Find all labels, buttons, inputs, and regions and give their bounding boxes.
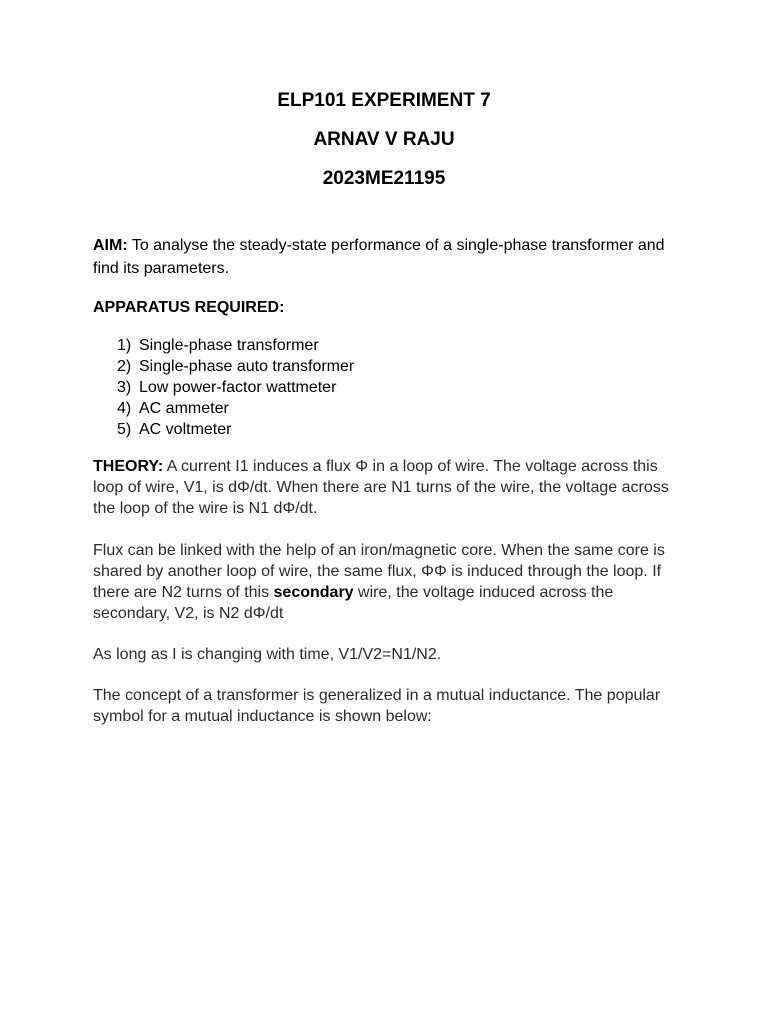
list-item-text: Single-phase transformer xyxy=(139,337,319,354)
voltage-ratio-paragraph: As long as I is changing with time, V1/V2=N1/N2. xyxy=(93,646,442,663)
mutual-inductance-paragraph: The concept of a transformer is generalized in a mutual inductance. The popular symbol for a mutual inductance is shown below: xyxy=(93,687,661,725)
list-item xyxy=(117,398,354,419)
apparatus-heading: APPARATUS REQUIRED: xyxy=(93,299,285,316)
student-name: ARNAV V RAJU xyxy=(313,129,455,150)
list-item-text: Single-phase auto transformer xyxy=(139,358,355,375)
course-title: ELP101 EXPERIMENT 7 xyxy=(277,90,491,111)
flux-text-end: wire, the voltage induced across the secondary, V2, is N2 dΦ/dt xyxy=(93,584,614,622)
list-item xyxy=(117,419,354,440)
flux-text-start: Flux can be linked with the help of an iron/magnetic core. When the same core is shared by another loop of wire, the same flux, ΦΦ is induced through the loop. If there are N2 turns of this xyxy=(93,542,665,601)
aim-text: To analyse the steady-state performance of a single-phase transformer and find its parameters. xyxy=(93,237,665,277)
list-item xyxy=(117,356,354,377)
list-item-number: 2) xyxy=(117,358,132,375)
list-item-number: 4) xyxy=(117,400,132,417)
list-item-number: 3) xyxy=(117,379,132,396)
aim-paragraph xyxy=(93,234,683,280)
secondary-term: secondary xyxy=(273,584,354,601)
list-item xyxy=(117,335,354,356)
list-item-number: 5) xyxy=(117,421,132,438)
apparatus-list xyxy=(117,335,354,440)
list-item-text: Low power-factor wattmeter xyxy=(139,379,337,396)
theory-paragraph xyxy=(93,456,683,519)
aim-label: AIM: xyxy=(93,237,128,254)
theory-label: THEORY: xyxy=(93,458,164,475)
list-item-text: AC ammeter xyxy=(139,400,229,417)
list-item-number: 1) xyxy=(117,337,132,354)
entry-number: 2023ME21195 xyxy=(322,168,446,189)
list-item xyxy=(117,377,354,398)
flux-linkage-paragraph xyxy=(93,540,683,624)
theory-text: A current I1 induces a flux Φ in a loop of wire. The voltage across this loop of wire, V1, is dΦ/dt. When there are N1 turns of the wire, the voltage across the loop of the wire is N1 dΦ/dt. xyxy=(93,458,669,517)
list-item-text: AC voltmeter xyxy=(139,421,232,438)
